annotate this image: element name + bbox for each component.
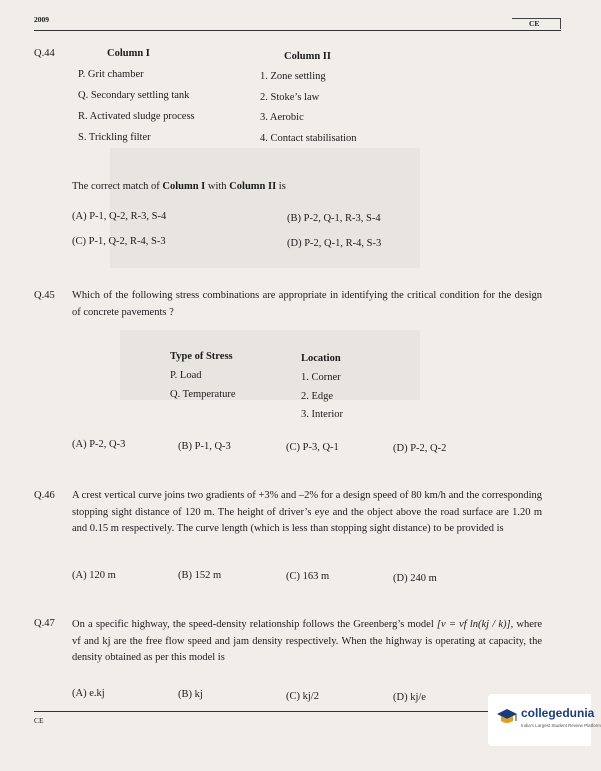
stem-column-i: Column I	[162, 181, 206, 192]
option-c: (C) P-3, Q-1	[286, 442, 339, 453]
question-stem	[72, 181, 286, 192]
location-item: 2. Edge	[301, 391, 334, 402]
paper-code: CE	[529, 19, 540, 28]
bleed-through-shadow	[110, 148, 420, 268]
column-ii-heading: Column II	[284, 51, 331, 62]
bleed-through-shadow	[120, 330, 420, 400]
location-item: 3. Interior	[301, 409, 343, 420]
column-ii-item: 3. Aerobic	[260, 112, 304, 123]
graduation-cap-icon	[496, 706, 518, 728]
question-text-part: , where vf and kj are the free flow speed and jam density respectively. When the highway is operating at capacity, the density obtained as per this model is	[72, 619, 543, 663]
column-i-item: Q. Secondary settling tank	[78, 90, 190, 101]
column-i-item: P. Grit chamber	[78, 69, 144, 80]
stem-text: is	[276, 181, 286, 192]
location-item: 1. Corner	[301, 372, 341, 383]
option-d: (D) kj/e	[393, 692, 426, 703]
collegedunia-watermark	[488, 694, 601, 746]
option-a: (A) P-1, Q-2, R-3, S-4	[72, 211, 167, 222]
stem-column-ii: Column II	[229, 181, 277, 192]
stress-item: P. Load	[170, 370, 202, 381]
stress-item: Q. Temperature	[170, 389, 236, 400]
stem-text: The correct match of	[72, 181, 163, 192]
question-number: Q.46	[34, 490, 55, 501]
question-text: Which of the following stress combinations are appropriate in identifying the critical condition for the design of concrete pavements ?	[72, 290, 542, 318]
watermark-name: collegedunia	[521, 706, 595, 720]
question-text	[72, 617, 542, 667]
option-b: (B) kj	[178, 689, 203, 700]
column-ii-item: 1. Zone settling	[260, 71, 326, 82]
option-d: (D) 240 m	[393, 573, 437, 584]
question-number: Q.44	[34, 48, 55, 59]
option-c: (C) P-1, Q-2, R-4, S-3	[72, 236, 166, 247]
watermark-tagline: India's Largest Student Review Platform	[521, 723, 601, 728]
page-year: 2009	[34, 15, 49, 24]
column-ii-item: 2. Stoke’s law	[260, 92, 320, 103]
location-heading: Location	[301, 353, 341, 364]
question-number: Q.47	[34, 618, 55, 629]
question-number: Q.45	[34, 290, 55, 301]
greenberg-formula: [v = vf ln(kj / k)]	[436, 619, 511, 630]
column-i-item: S. Trickling filter	[78, 132, 151, 143]
option-b: (B) 152 m	[178, 570, 222, 581]
stem-text: with	[205, 181, 230, 192]
option-c: (C) 163 m	[286, 571, 330, 582]
question-text: A crest vertical curve joins two gradients of +3% and –2% for a design speed of 80 km/h and the corresponding stopping sight distance of 120 m. The height of driver’s eye and the object above the road surface are 1.20 m and 0.15 m respectively. The curve length (which is less than stopping sight distance) to be provided is	[72, 490, 542, 534]
column-i-heading: Column I	[107, 48, 150, 59]
option-b: (B) P-1, Q-3	[178, 441, 231, 452]
footer-paper-code: CE	[34, 716, 44, 725]
column-ii-item: 4. Contact stabilisation	[260, 133, 357, 144]
type-of-stress-heading: Type of Stress	[170, 351, 233, 362]
option-b: (B) P-2, Q-1, R-3, S-4	[287, 213, 381, 224]
footer-rule	[34, 711, 504, 712]
column-i-item: R. Activated sludge process	[78, 111, 195, 122]
header-rule	[34, 30, 561, 31]
option-a: (A) P-2, Q-3	[72, 439, 126, 450]
option-d: (D) P-2, Q-1, R-4, S-3	[287, 238, 382, 249]
option-a: (A) e.kj	[72, 688, 105, 699]
option-d: (D) P-2, Q-2	[393, 443, 447, 454]
option-c: (C) kj/2	[286, 691, 319, 702]
option-a: (A) 120 m	[72, 570, 116, 581]
question-text-part: On a specific highway, the speed-density relationship follows the Greenberg’s model	[72, 619, 434, 630]
